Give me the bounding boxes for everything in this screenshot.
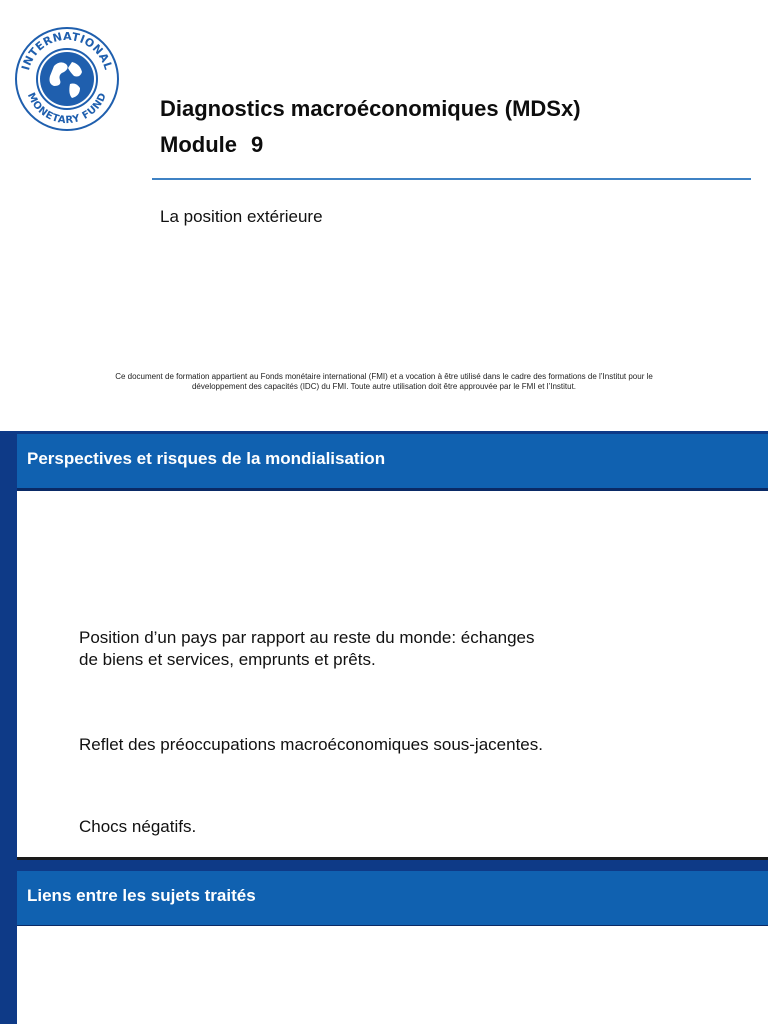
title-divider [152,178,751,180]
slide-header [17,434,768,488]
bullet-1-line-2: de biens et services, emprunts et prêts. [79,650,376,669]
title-slide [0,0,768,430]
bullet-1 [79,627,535,671]
slide-heading: Liens entre les sujets traités [27,886,256,905]
content-slide-links [0,857,768,1024]
module-title [160,132,263,158]
slide-body [17,488,768,857]
course-title: Diagnostics macroéconomiques (MDSx) [160,96,581,121]
seal-text-top: INTERNATIONAL [19,29,115,72]
disclaimer [50,372,718,392]
bullet-2 [79,734,543,756]
content-slide-perspectives [0,431,768,857]
bullet-2-line-1: Reflet des préoccupations macroéconomiques sous-jacentes. [79,735,543,754]
module-word: Module [160,132,237,157]
slide-heading: Perspectives et risques de la mondialisation [27,449,386,468]
slide-body [17,925,768,1024]
bullet-3-line-1: Chocs négatifs. [79,817,197,836]
slide-header [17,871,768,925]
bullet-3 [79,816,196,838]
imf-seal-logo [14,26,120,132]
seal-text-bottom: MONETARY FUND [24,91,110,127]
module-number: 9 [251,132,264,157]
bullet-1-line-1: Position d’un pays par rapport au reste du monde: échanges [79,628,535,647]
disclaimer-line-1: Ce document de formation appartient au Fonds monétaire international (FMI) et a vocation à être utilisé dans le cadre des formations de l’Institut pour le [115,372,653,381]
disclaimer-line-2: développement des capacités (IDC) du FMI. Toute autre utilisation doit être approuvée par le FMI et l’Institut. [191,382,577,391]
slide-top-line [17,857,768,860]
module-subtitle: La position extérieure [160,207,323,226]
